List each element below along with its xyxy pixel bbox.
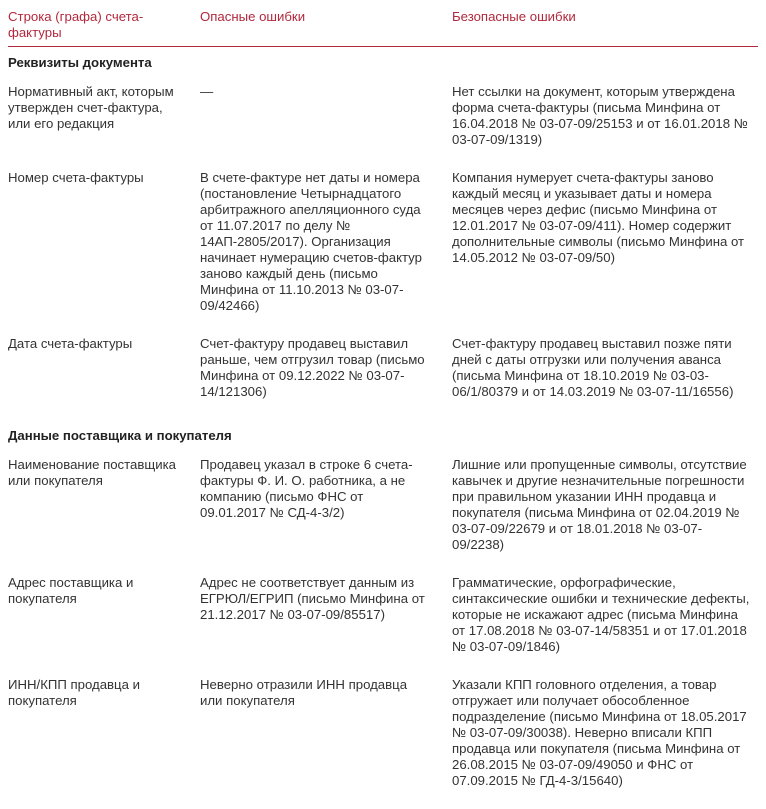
cell-field: Нормативный акт, которым утвержден счет-фактура, или его редакция [8, 82, 200, 168]
cell-field: Наименование поставщика или покупателя [8, 455, 200, 573]
cell-dangerous: Счет-фактуру продавец выставил раньше, чем отгрузил товар (письмо Минфина от 09.12.2022 № 03-07-14/121306) [200, 334, 452, 420]
cell-safe: Счет-фактуру продавец выставил позже пяти дней с даты отгрузки или получения аванса (письма Минфина от 18.10.2019 № 03-03-06/1/80379 и от 14.03.2019 № 03-07-11/16556) [452, 334, 758, 420]
cell-dangerous: — [200, 82, 452, 168]
cell-safe: Компания нумерует счета-фактуры заново каждый месяц и указывает даты и номера месяцев через дефис (письмо Минфина от 12.01.2017 № 03-07-09/411). Номер содержит дополнительные символы (письмо Минфина от 14.05.2012 № 03-07-09/50) [452, 168, 758, 334]
section-row [8, 420, 758, 455]
cell-dangerous: Продавец указал в строке 6 счета-фактуры Ф. И. О. работника, а не компанию (письмо ФНС от 09.01.2017 № СД-4-3/2) [200, 455, 452, 573]
table-row [8, 168, 758, 334]
cell-safe: Нет ссылки на документ, которым утверждена форма счета-фактуры (письма Минфина от 16.04.2018 № 03-07-09/25153 и от 16.01.2018 № 03-07-09/1319) [452, 82, 758, 168]
table-body [8, 47, 758, 809]
header-row [8, 7, 758, 47]
cell-field: Адрес поставщика и покупателя [8, 573, 200, 675]
table-header [8, 7, 758, 47]
cell-field: ИНН/КПП продавца и покупателя [8, 675, 200, 809]
cell-field: Дата счета-фактуры [8, 334, 200, 420]
cell-safe: Грамматические, орфографические, синтаксические ошибки и технические дефекты, которые не искажают адрес (письма Минфина от 17.08.2018 № 03-07-14/58351 и от 17.01.2018 № 03-07-09/1846) [452, 573, 758, 675]
section-title: Реквизиты документа [8, 47, 758, 83]
table-row [8, 82, 758, 168]
table-row [8, 675, 758, 809]
section-row [8, 47, 758, 83]
header-dangerous: Опасные ошибки [200, 7, 452, 47]
cell-field: Номер счета-фактуры [8, 168, 200, 334]
header-field: Строка (графа) счета-фактуры [8, 7, 200, 47]
invoice-errors-table [8, 7, 758, 809]
table-row [8, 455, 758, 573]
table-row [8, 334, 758, 420]
cell-dangerous: В счете-фактуре нет даты и номера (постановление Четырнадцатого арбитражного апелляционного суда от 11.07.2017 по делу № 14АП-2805/2017). Организация начинает нумерацию счетов-фактур заново каждый день (письмо Минфина от 11.10.2013 № 03-07-09/42466) [200, 168, 452, 334]
table-row [8, 573, 758, 675]
cell-dangerous: Адрес не соответствует данным из ЕГРЮЛ/ЕГРИП (письмо Минфина от 21.12.2017 № 03-07-09/85517) [200, 573, 452, 675]
cell-safe: Указали КПП головного отделения, а товар отгружает или получает обособленное подразделение (письмо Минфина от 18.05.2017 № 03-07-09/30038). Неверно вписали КПП продавца или покупателя (письма Минфина от 26.08.2015 № 03-07-09/49050 и ФНС от 07.09.2015 № ГД-4-3/15640) [452, 675, 758, 809]
cell-dangerous: Неверно отразили ИНН продавца или покупателя [200, 675, 452, 809]
section-title: Данные поставщика и покупателя [8, 420, 758, 455]
header-safe: Безопасные ошибки [452, 7, 758, 47]
cell-safe: Лишние или пропущенные символы, отсутствие кавычек и другие незначительные погрешности при правильном указании ИНН продавца и покупателя (письма Минфина от 02.04.2019 № 03-07-09/22679 и от 18.01.2018 № 03-07-09/2238) [452, 455, 758, 573]
